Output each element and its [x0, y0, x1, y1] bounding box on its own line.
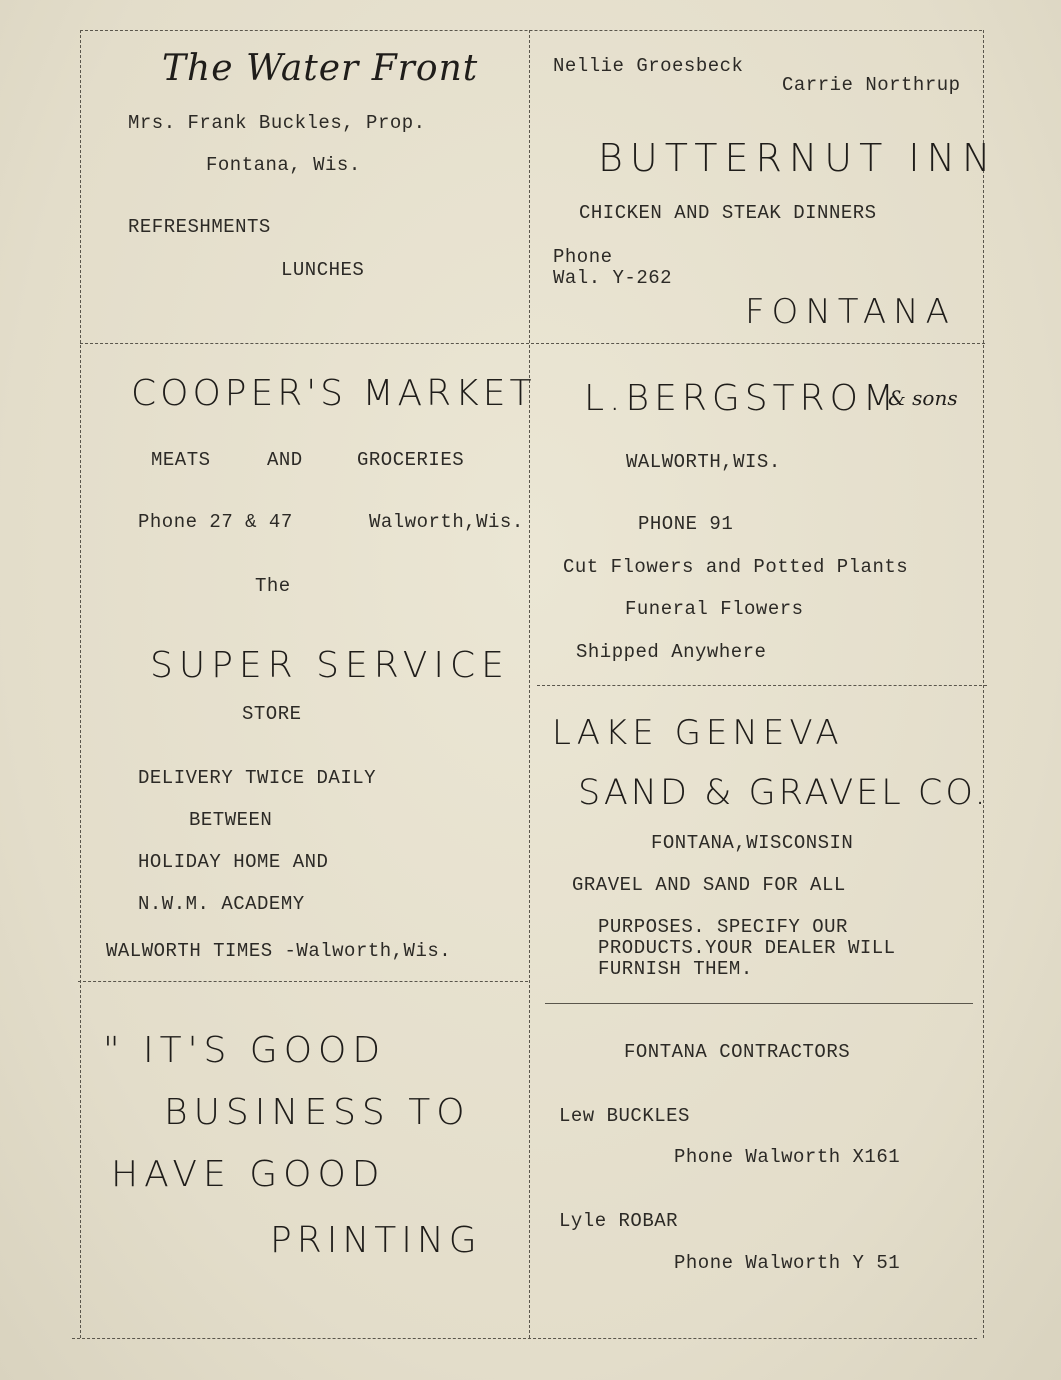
rule-left	[80, 30, 81, 1338]
cooper-groceries: GROCERIES	[357, 449, 465, 471]
cooper-phone: Phone 27 & 47	[138, 511, 293, 533]
lakegeneva-line-1: GRAVEL AND SAND FOR ALL	[572, 874, 846, 896]
super-delivery: DELIVERY TWICE DAILY	[138, 767, 377, 789]
walworth-times: WALWORTH TIMES -Walworth,Wis.	[106, 940, 452, 962]
waterfront-location: Fontana, Wis.	[206, 154, 361, 176]
lakegeneva-line-2: PURPOSES. SPECIFY OUR	[598, 916, 848, 938]
bergstrom-title: L.BERGSTROM	[584, 378, 899, 419]
waterfront-title: The Water Front	[162, 48, 479, 89]
cooper-title: COOPER'S MARKET	[131, 373, 536, 414]
cooper-town: Walworth,Wis.	[369, 511, 524, 533]
contractors-title: FONTANA CONTRACTORS	[624, 1041, 851, 1063]
cooper-and: AND	[267, 449, 303, 471]
contractors-name-2: Lyle ROBAR	[559, 1210, 679, 1232]
butternut-name-2: Carrie Northrup	[782, 74, 961, 96]
super-title: SUPER SERVICE	[150, 645, 510, 686]
butternut-name-1: Nellie Groesbeck	[553, 55, 744, 77]
rule-center	[529, 30, 530, 1338]
butternut-phone-label: Phone	[553, 246, 613, 268]
super-the: The	[255, 575, 291, 597]
rule-right-bottom	[545, 1003, 973, 1004]
waterfront-lunches: LUNCHES	[281, 259, 365, 281]
bergstrom-shipped: Shipped Anywhere	[576, 641, 767, 663]
bergstrom-sons: & sons	[888, 386, 958, 410]
bergstrom-funeral: Funeral Flowers	[625, 598, 804, 620]
butternut-town: FONTANA	[745, 292, 956, 332]
waterfront-refreshments: REFRESHMENTS	[128, 216, 271, 238]
rule-right	[983, 30, 984, 1338]
printing-line-1: " IT'S GOOD	[103, 1030, 387, 1071]
butternut-title: BUTTERNUT INN	[598, 136, 998, 180]
super-academy: N.W.M. ACADEMY	[138, 893, 305, 915]
lakegeneva-town: FONTANA,WISCONSIN	[651, 832, 854, 854]
bergstrom-town: WALWORTH,WIS.	[626, 451, 781, 473]
butternut-phone: Wal. Y-262	[553, 267, 673, 289]
lakegeneva-line-3: PRODUCTS.YOUR DEALER WILL	[598, 937, 896, 959]
waterfront-proprietor: Mrs. Frank Buckles, Prop.	[128, 112, 426, 134]
rule-row1	[80, 343, 985, 344]
butternut-dinners: CHICKEN AND STEAK DINNERS	[579, 202, 877, 224]
rule-lakegeneva-top	[537, 685, 987, 686]
contractors-phone-1: Phone Walworth X161	[674, 1146, 901, 1168]
super-between: BETWEEN	[189, 809, 273, 831]
contractors-phone-2: Phone Walworth Y 51	[674, 1252, 901, 1274]
contractors-name-1: Lew BUCKLES	[559, 1105, 690, 1127]
bergstrom-phone: PHONE 91	[638, 513, 734, 535]
super-store: STORE	[242, 703, 302, 725]
printing-line-4: PRINTING	[270, 1220, 482, 1261]
cooper-meats: MEATS	[151, 449, 211, 471]
super-holiday: HOLIDAY HOME AND	[138, 851, 329, 873]
rule-left-bottom	[78, 981, 528, 982]
printing-line-2: BUSINESS TO	[164, 1092, 471, 1133]
lakegeneva-title-1: LAKE GENEVA	[552, 713, 844, 753]
lakegeneva-title-2: SAND & GRAVEL CO.	[578, 773, 989, 813]
lakegeneva-line-4: FURNISH THEM.	[598, 958, 753, 980]
rule-top	[80, 30, 982, 31]
printing-line-3: HAVE GOOD	[111, 1154, 386, 1195]
bergstrom-flowers: Cut Flowers and Potted Plants	[563, 556, 909, 578]
rule-bottom	[72, 1338, 977, 1339]
